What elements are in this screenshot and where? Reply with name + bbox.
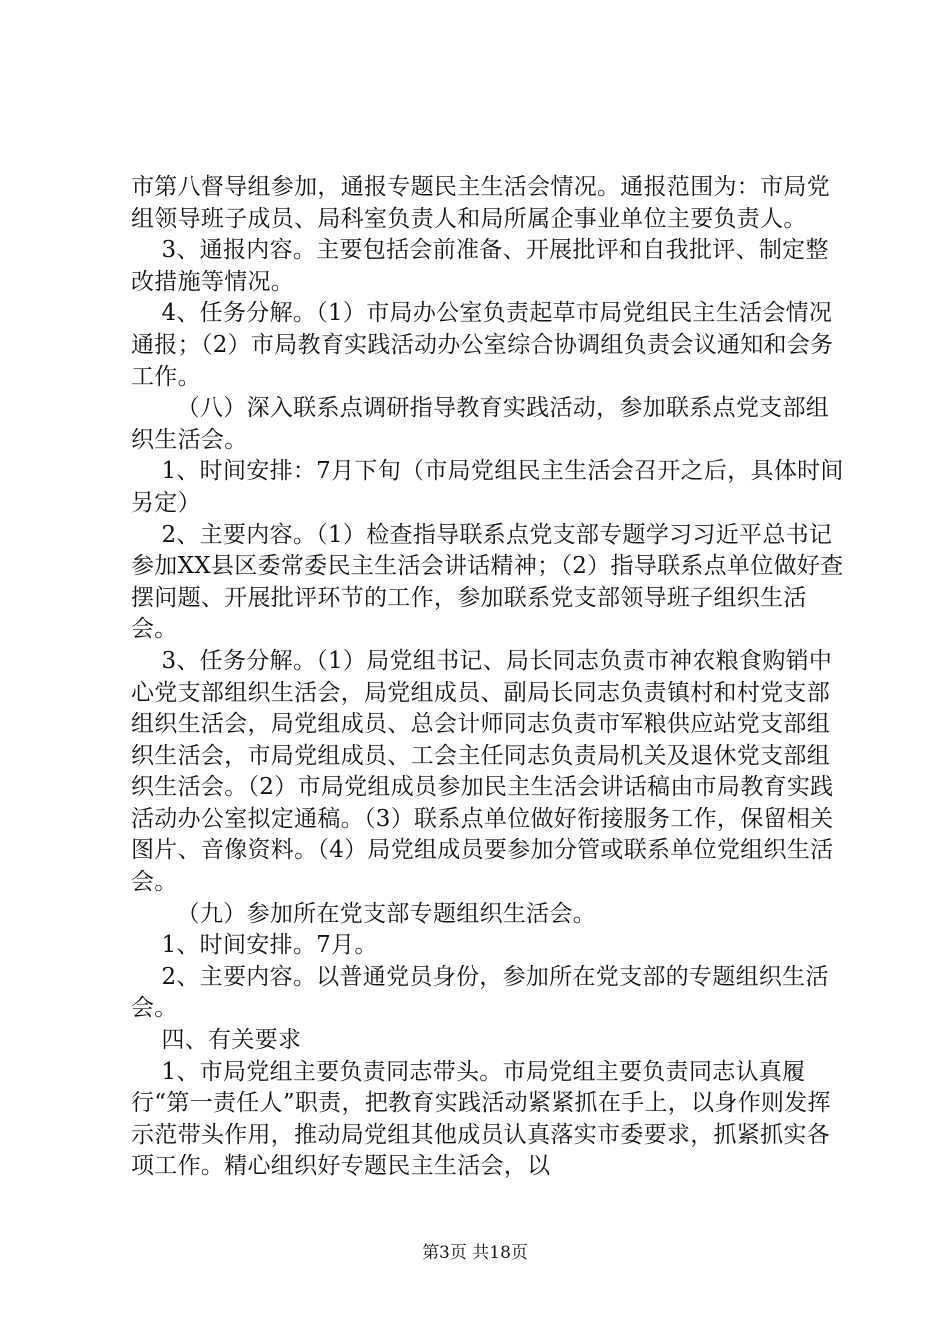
- paragraph-9: 1、时间安排。7月。: [131, 932, 378, 959]
- paragraph-6: 2、主要内容。（1）检查指导联系点党支部专题学习习近平总书记参加XX县区委常委民主生活会讲话精神；（2）指导联系点单位做好查摆问题、开展批评环节的工作，参加联系党支部领导班子组织生活会。: [131, 521, 844, 643]
- paragraph-12: 1、市局党组主要负责同志带头。市局党组主要负责同志认真履行“第一责任人”职责，把教育实践活动紧紧抓在手上，以身作则发挥示范带头作用，推动局党组其他成员认真落实市委要求，抓紧抓实各项工作。精心组织好专题民主生活会，以: [131, 1058, 831, 1180]
- paragraph-4: （八）深入联系点调研指导教育实践活动，参加联系点党支部组织生活会。: [131, 395, 830, 453]
- paragraph-3: 4、任务分解。（1）市局办公室负责起草市局党组民主生活会情况通报；（2）市局教育实践活动办公室综合协调组负责会议通知和会务工作。: [131, 300, 834, 390]
- paragraph-1: 市第八督导组参加，通报专题民主生活会情况。通报范围为：市局党组领导班子成员、局科室负责人和局所属企事业单位主要负责人。: [131, 174, 830, 232]
- paragraph-5: 1、时间安排：7月下旬（市局党组民主生活会召开之后，具体时间另定）: [131, 458, 844, 516]
- document-body: [131, 172, 851, 1183]
- paragraph-2: 3、通报内容。主要包括会前准备、开展批评和自我批评、制定整改措施等情况。: [131, 237, 829, 295]
- paragraph-7: 3、任务分解。（1）局党组书记、局长同志负责市神农粮食购销中心党支部组织生活会，局党组成员、副局长同志负责镇村和村党支部组织生活会，局党组成员、总会计师同志负责市军粮供应站党支部组织生活会，市局党组成员、工会主任同志负责局机关及退休党支部组织生活会。（2）市局党组成员参加民主生活会讲话稿由市局教育实践活动办公室拟定通稿。（3）联系点单位做好衔接服务工作，保留相关图片、音像资料。（4）局党组成员要参加分管或联系单位党组织生活会。: [131, 647, 834, 896]
- page-footer: 第3页 共18页: [422, 1243, 528, 1263]
- paragraph-10: 2、主要内容。以普通党员身份，参加所在党支部的专题组织生活会。: [131, 963, 829, 1022]
- paragraph-11: 四、有关要求: [131, 1027, 302, 1054]
- paragraph-8: （九）参加所在党支部专题组织生活会。: [131, 900, 597, 927]
